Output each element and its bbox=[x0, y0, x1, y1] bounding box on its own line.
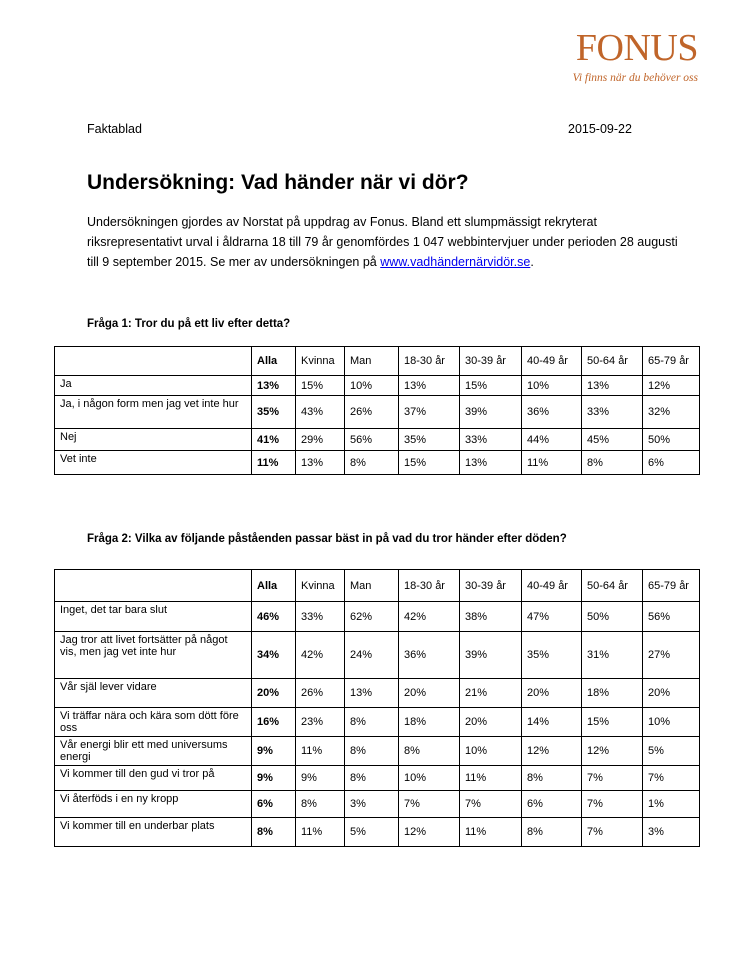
value-cell: 8% bbox=[522, 766, 582, 791]
value-cell: 18% bbox=[582, 679, 643, 708]
row-label: Vi återföds i en ny kropp bbox=[55, 791, 252, 818]
header-cell: 30-39 år bbox=[460, 570, 522, 602]
value-cell: 26% bbox=[296, 679, 345, 708]
value-cell: 11% bbox=[460, 818, 522, 847]
row-label: Vi träffar nära och kära som dött före oss bbox=[55, 708, 252, 737]
intro-paragraph bbox=[87, 212, 687, 272]
question-1-heading: Fråga 1: Tror du på ett liv efter detta? bbox=[87, 318, 291, 330]
header-cell: 65-79 år bbox=[643, 347, 700, 376]
row-label: Vi kommer till den gud vi tror på bbox=[55, 766, 252, 791]
total-value-cell: 46% bbox=[252, 602, 296, 632]
row-label: Vi kommer till en underbar plats bbox=[55, 818, 252, 847]
total-value-cell: 6% bbox=[252, 791, 296, 818]
q1-table-body bbox=[55, 347, 700, 475]
value-cell: 33% bbox=[460, 429, 522, 451]
q2-table-body bbox=[55, 570, 700, 847]
page-title: Undersökning: Vad händer när vi dör? bbox=[87, 171, 469, 194]
value-cell: 21% bbox=[460, 679, 522, 708]
row-label: Ja, i någon form men jag vet inte hur bbox=[55, 396, 252, 429]
header-cell: 50-64 år bbox=[582, 347, 643, 376]
value-cell: 12% bbox=[399, 818, 460, 847]
value-cell: 33% bbox=[296, 602, 345, 632]
value-cell: 7% bbox=[582, 791, 643, 818]
row-label: Vet inte bbox=[55, 451, 252, 475]
value-cell: 50% bbox=[643, 429, 700, 451]
total-value-cell: 9% bbox=[252, 766, 296, 791]
value-cell: 3% bbox=[643, 818, 700, 847]
value-cell: 6% bbox=[643, 451, 700, 475]
value-cell: 15% bbox=[460, 376, 522, 396]
value-cell: 10% bbox=[522, 376, 582, 396]
total-value-cell: 34% bbox=[252, 632, 296, 679]
header-cell: Alla bbox=[252, 570, 296, 602]
value-cell: 7% bbox=[460, 791, 522, 818]
total-value-cell: 35% bbox=[252, 396, 296, 429]
value-cell: 12% bbox=[582, 737, 643, 766]
header-cell-empty bbox=[55, 347, 252, 376]
value-cell: 8% bbox=[522, 818, 582, 847]
header-cell: 18-30 år bbox=[399, 570, 460, 602]
value-cell: 10% bbox=[460, 737, 522, 766]
value-cell: 50% bbox=[582, 602, 643, 632]
value-cell: 24% bbox=[345, 632, 399, 679]
table-header-row bbox=[55, 570, 700, 602]
value-cell: 15% bbox=[399, 451, 460, 475]
value-cell: 1% bbox=[643, 791, 700, 818]
table-row bbox=[55, 602, 700, 632]
value-cell: 36% bbox=[399, 632, 460, 679]
table-row bbox=[55, 429, 700, 451]
header-cell-empty bbox=[55, 570, 252, 602]
header-cell: Alla bbox=[252, 347, 296, 376]
value-cell: 5% bbox=[345, 818, 399, 847]
table-row bbox=[55, 818, 700, 847]
question-1-table bbox=[54, 346, 700, 475]
value-cell: 12% bbox=[643, 376, 700, 396]
value-cell: 20% bbox=[522, 679, 582, 708]
value-cell: 8% bbox=[345, 451, 399, 475]
value-cell: 13% bbox=[460, 451, 522, 475]
document-type: Faktablad bbox=[87, 122, 142, 136]
value-cell: 11% bbox=[522, 451, 582, 475]
value-cell: 42% bbox=[296, 632, 345, 679]
value-cell: 3% bbox=[345, 791, 399, 818]
value-cell: 7% bbox=[399, 791, 460, 818]
value-cell: 42% bbox=[399, 602, 460, 632]
value-cell: 20% bbox=[643, 679, 700, 708]
document-date: 2015-09-22 bbox=[568, 122, 632, 136]
value-cell: 44% bbox=[522, 429, 582, 451]
value-cell: 39% bbox=[460, 632, 522, 679]
value-cell: 13% bbox=[399, 376, 460, 396]
header-cell: 40-49 år bbox=[522, 347, 582, 376]
value-cell: 38% bbox=[460, 602, 522, 632]
total-value-cell: 11% bbox=[252, 451, 296, 475]
survey-link[interactable]: www.vadhändernärvidör.se bbox=[380, 255, 531, 269]
value-cell: 13% bbox=[296, 451, 345, 475]
value-cell: 8% bbox=[345, 708, 399, 737]
value-cell: 5% bbox=[643, 737, 700, 766]
row-label: Nej bbox=[55, 429, 252, 451]
table-row bbox=[55, 737, 700, 766]
total-value-cell: 9% bbox=[252, 737, 296, 766]
value-cell: 35% bbox=[399, 429, 460, 451]
row-label: Vår energi blir ett med universums energi bbox=[55, 737, 252, 766]
value-cell: 35% bbox=[522, 632, 582, 679]
value-cell: 56% bbox=[643, 602, 700, 632]
value-cell: 8% bbox=[345, 737, 399, 766]
value-cell: 29% bbox=[296, 429, 345, 451]
value-cell: 9% bbox=[296, 766, 345, 791]
value-cell: 6% bbox=[522, 791, 582, 818]
table-row bbox=[55, 791, 700, 818]
value-cell: 56% bbox=[345, 429, 399, 451]
table-row bbox=[55, 396, 700, 429]
total-value-cell: 13% bbox=[252, 376, 296, 396]
value-cell: 36% bbox=[522, 396, 582, 429]
value-cell: 13% bbox=[345, 679, 399, 708]
value-cell: 62% bbox=[345, 602, 399, 632]
value-cell: 13% bbox=[582, 376, 643, 396]
value-cell: 26% bbox=[345, 396, 399, 429]
header-cell: 30-39 år bbox=[460, 347, 522, 376]
row-label: Vår själ lever vidare bbox=[55, 679, 252, 708]
value-cell: 20% bbox=[460, 708, 522, 737]
value-cell: 11% bbox=[296, 737, 345, 766]
value-cell: 39% bbox=[460, 396, 522, 429]
logo-wordmark: FONUS bbox=[575, 27, 698, 69]
value-cell: 11% bbox=[460, 766, 522, 791]
value-cell: 10% bbox=[643, 708, 700, 737]
value-cell: 20% bbox=[399, 679, 460, 708]
header-cell: Man bbox=[345, 570, 399, 602]
value-cell: 10% bbox=[399, 766, 460, 791]
value-cell: 7% bbox=[582, 818, 643, 847]
value-cell: 8% bbox=[582, 451, 643, 475]
value-cell: 45% bbox=[582, 429, 643, 451]
value-cell: 15% bbox=[296, 376, 345, 396]
header-cell: 65-79 år bbox=[643, 570, 700, 602]
value-cell: 8% bbox=[345, 766, 399, 791]
table-row bbox=[55, 679, 700, 708]
row-label: Jag tror att livet fortsätter på något vis, men jag vet inte hur bbox=[55, 632, 252, 679]
header-cell: 18-30 år bbox=[399, 347, 460, 376]
header-cell: Kvinna bbox=[296, 347, 345, 376]
value-cell: 8% bbox=[296, 791, 345, 818]
intro-text: Undersökningen gjordes av Norstat på uppdrag av Fonus. Bland ett slumpmässigt rekryterat riksrepresentativt urval i åldrarna 18 till 79 år genomfördes 1 047 webbintervjuer under perioden 28 augusti till 9 september 2015. Se mer av undersökningen på bbox=[87, 215, 678, 269]
value-cell: 12% bbox=[522, 737, 582, 766]
value-cell: 43% bbox=[296, 396, 345, 429]
value-cell: 23% bbox=[296, 708, 345, 737]
value-cell: 10% bbox=[345, 376, 399, 396]
value-cell: 27% bbox=[643, 632, 700, 679]
question-2-table bbox=[54, 569, 700, 847]
header-cell: Man bbox=[345, 347, 399, 376]
row-label: Ja bbox=[55, 376, 252, 396]
total-value-cell: 16% bbox=[252, 708, 296, 737]
fonus-logo bbox=[538, 26, 698, 84]
value-cell: 11% bbox=[296, 818, 345, 847]
value-cell: 47% bbox=[522, 602, 582, 632]
value-cell: 32% bbox=[643, 396, 700, 429]
value-cell: 33% bbox=[582, 396, 643, 429]
value-cell: 18% bbox=[399, 708, 460, 737]
intro-text-end: . bbox=[530, 255, 534, 269]
value-cell: 31% bbox=[582, 632, 643, 679]
table-row bbox=[55, 376, 700, 396]
header-cell: 40-49 år bbox=[522, 570, 582, 602]
total-value-cell: 41% bbox=[252, 429, 296, 451]
value-cell: 14% bbox=[522, 708, 582, 737]
question-2-heading: Fråga 2: Vilka av följande påståenden passar bäst in på vad du tror händer efter döden? bbox=[87, 533, 567, 545]
table-row bbox=[55, 632, 700, 679]
total-value-cell: 20% bbox=[252, 679, 296, 708]
row-label: Inget, det tar bara slut bbox=[55, 602, 252, 632]
logo-tagline: Vi finns när du behöver oss bbox=[572, 72, 698, 84]
table-row bbox=[55, 451, 700, 475]
total-value-cell: 8% bbox=[252, 818, 296, 847]
table-row bbox=[55, 766, 700, 791]
value-cell: 15% bbox=[582, 708, 643, 737]
value-cell: 37% bbox=[399, 396, 460, 429]
value-cell: 7% bbox=[643, 766, 700, 791]
header-cell: Kvinna bbox=[296, 570, 345, 602]
value-cell: 8% bbox=[399, 737, 460, 766]
table-header-row bbox=[55, 347, 700, 376]
value-cell: 7% bbox=[582, 766, 643, 791]
header-cell: 50-64 år bbox=[582, 570, 643, 602]
table-row bbox=[55, 708, 700, 737]
